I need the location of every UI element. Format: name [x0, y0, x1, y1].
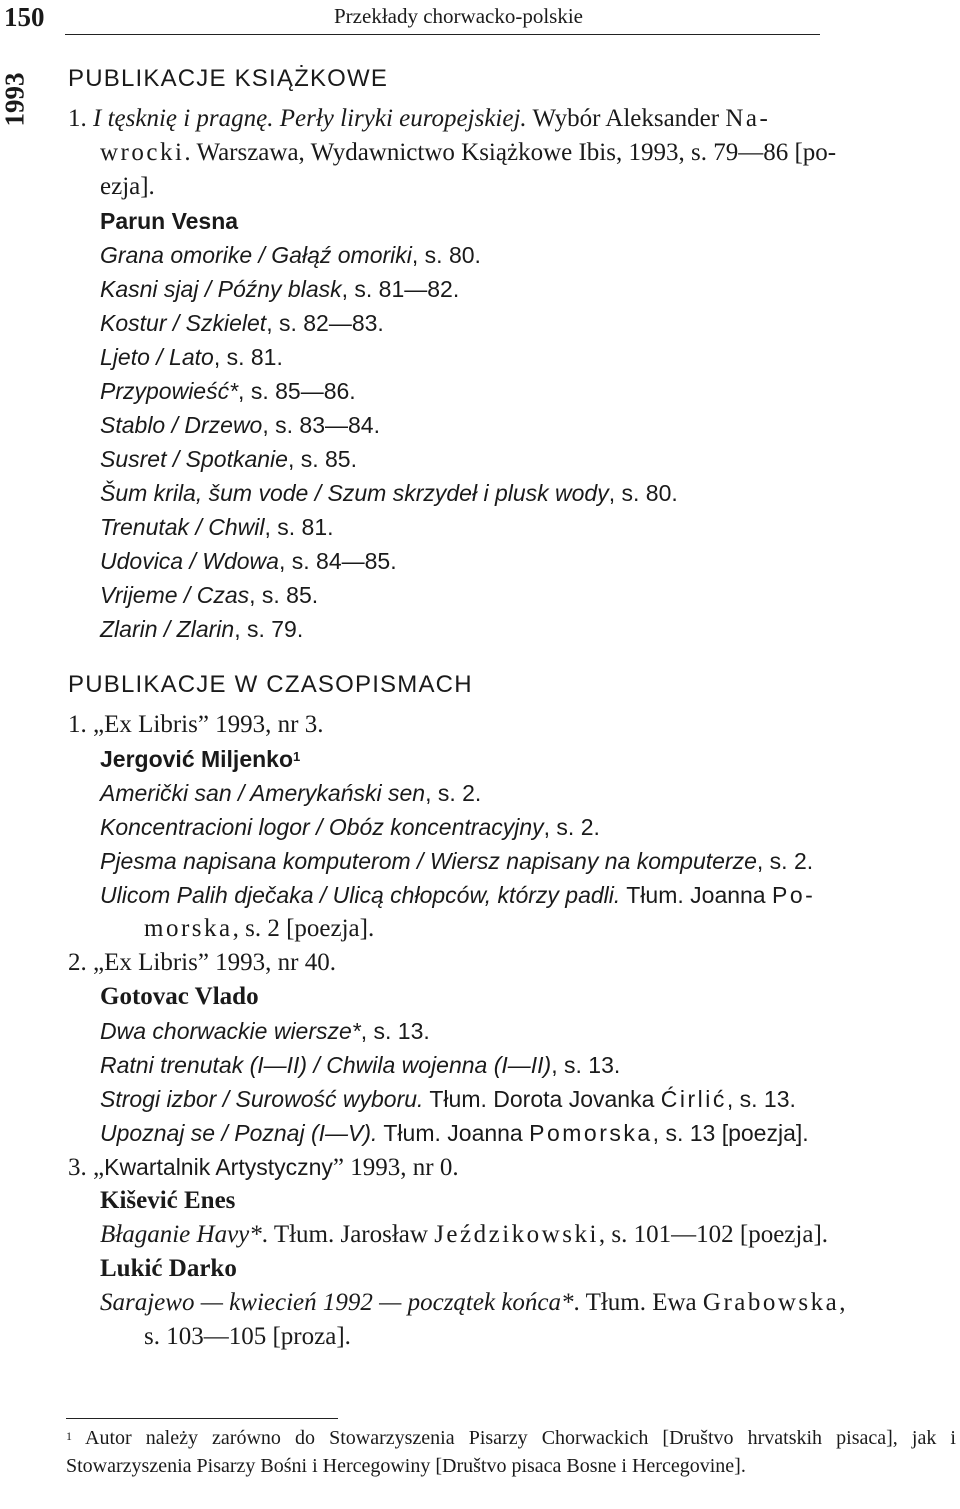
journal-1-items [68, 776, 956, 878]
book-item [68, 238, 956, 272]
item-pages: , s. 2. [756, 848, 814, 874]
author-lukic: Lukić Darko [100, 1255, 237, 1282]
author-parun-vesna: Parun Vesna [100, 208, 239, 234]
item-title: Susret / Spotkanie [100, 446, 288, 472]
book-entry-1-line-1 [68, 102, 956, 136]
book-item [68, 476, 956, 510]
book-entry-1-line-2 [68, 136, 956, 170]
item-pages: , s. 85. [287, 446, 357, 472]
item-title: Trenutak / Chwil [100, 514, 265, 540]
journal-2-item-2 [68, 1048, 956, 1082]
item-title: Ulicom Palih dječaka / Ulicą chłopców, którzy padli. [100, 882, 621, 908]
translator-name: Ćirlić [660, 1086, 727, 1112]
year-side-tab [0, 66, 30, 132]
item-title: Ratni trenutak (I—II) / Chwila wojenna (I—II) [100, 1052, 552, 1078]
author-jergovic [68, 742, 956, 776]
journal-2-item-3 [68, 1082, 956, 1116]
item-pages: , s. 2 [poezja]. [232, 915, 375, 942]
item-pages: , s. 80. [411, 242, 481, 268]
item-pages: , s. 13. [360, 1018, 430, 1044]
item-title: Sarajewo — kwiecień 1992 — początek końca* [100, 1289, 574, 1316]
author-jergovic-name: Jergović Miljenko [100, 746, 294, 772]
page-number: 150 [4, 2, 45, 32]
editor-prefix: Wybór Aleksander [532, 105, 720, 132]
item-title: Vrijeme / Czas [100, 582, 250, 608]
journal-title: Kwartalnik Artystyczny [104, 1154, 333, 1180]
book-item [68, 272, 956, 306]
item-pages: , s. 85—86. [238, 378, 356, 404]
item-pages: , s. 79. [234, 616, 304, 642]
book-item [68, 510, 956, 544]
item-title: Pjesma napisana komputerom / Wiersz napisany na komputerze [100, 848, 757, 874]
item-pages: , s. 13. [726, 1086, 796, 1112]
item-pages: , [839, 1289, 846, 1316]
journal-1-item [68, 810, 956, 844]
journal-1-header: 1. „Ex Libris” 1993, nr 3. [68, 711, 324, 738]
item-title: Kasni sjaj / Późny blask [100, 276, 342, 302]
book-entry-1-line-3: ezja]. [100, 173, 155, 200]
item-title: Przypowieść* [100, 378, 239, 404]
book-item [68, 374, 956, 408]
item-title: Strogi izbor / Surowość wyboru. [100, 1086, 424, 1112]
quote-open: „ [93, 1154, 105, 1181]
book-item [68, 612, 956, 646]
editor-name-part1: Na- [725, 105, 771, 132]
book-item [68, 306, 956, 340]
translator-prefix: Tłum. Joanna [620, 882, 772, 908]
translator-prefix: . Tłum. Jarosław [261, 1221, 435, 1248]
section-heading-books: PUBLIKACJE KSIĄŻKOWE [68, 65, 389, 92]
translator-name: Grabowska [702, 1289, 840, 1316]
translator-name: Jeździkowski [434, 1221, 599, 1248]
book-item [68, 578, 956, 612]
footnote-text: Autor należy zarówno do Stowarzyszenia Pisarzy Chorwackich [Društvo hrvatskih pisaca], jak i Stowarzyszenia Pisarzy Bośni i Hercegowiny [Društvo pisaca Bosne i Hercegovine]. [66, 1427, 956, 1477]
book-item [68, 408, 956, 442]
item-title: Dwa chorwackie wiersze* [100, 1018, 361, 1044]
book-item [68, 442, 956, 476]
book-item [68, 544, 956, 578]
item-title: Grana omorike / Gałąź omoriki [100, 242, 412, 268]
item-pages: , s. 2. [425, 780, 482, 806]
editor-name-part2: wrocki [100, 139, 185, 166]
item-pages: , s. 13. [551, 1052, 621, 1078]
item-title: Błaganie Havy* [100, 1221, 262, 1248]
item-title: Zlarin / Zlarin [100, 616, 235, 642]
item-pages: , s. 85. [249, 582, 319, 608]
book-title: I tęsknię i pragnę. Perły liryki europejskiej. [93, 105, 527, 132]
year-side-label: 1993 [0, 72, 30, 126]
page-body [68, 62, 956, 1354]
item-pages: , s. 80. [608, 480, 678, 506]
item-title: Šum krila, šum vode / Szum skrzydeł i plusk wody [100, 480, 609, 506]
journal-2-item-1 [68, 1014, 956, 1048]
footnote-rule [66, 1418, 338, 1419]
item-pages: , s. 82—83. [266, 310, 384, 336]
item-pages: , s. 84—85. [278, 548, 397, 574]
journal-1-item-last-line-1 [68, 878, 956, 912]
journal-3-header [68, 1150, 956, 1184]
translator-name: Pomorska [529, 1120, 653, 1146]
item-title: Kostur / Szkielet [100, 310, 267, 336]
footnote-marker: 1 [66, 1429, 72, 1443]
author-kisevic: Kišević Enes [100, 1187, 236, 1214]
header-rule [65, 34, 820, 35]
translator-name-part2: morska [144, 915, 233, 942]
item-pages: , s. 101—102 [poezja]. [598, 1221, 829, 1248]
publisher-info: . Warszawa, Wydawnictwo Książkowe Ibis, 1993, s. 79—86 [po- [184, 139, 837, 166]
item-pages: , s. 83—84. [262, 412, 380, 438]
journal-2-header: 2. „Ex Libris” 1993, nr 40. [68, 949, 337, 976]
item-title: Upoznaj se / Poznaj (I—V). [100, 1120, 378, 1146]
book-items-list [68, 238, 956, 646]
footnote [66, 1424, 956, 1480]
item-pages: , s. 81. [213, 344, 283, 370]
section-heading-journals: PUBLIKACJE W CZASOPISMACH [68, 671, 473, 698]
author-gotovac: Gotovac Vlado [100, 983, 259, 1010]
item-pages: , s. 81—82. [341, 276, 460, 302]
item-title: Udovica / Wdowa [100, 548, 279, 574]
journal-3-item-2-line-2: s. 103—105 [proza]. [144, 1323, 351, 1350]
translator-prefix: Tłum. Dorota Jovanka [423, 1086, 661, 1112]
item-title: Američki san / Amerykański sen [100, 780, 426, 806]
item-pages: , s. 81. [264, 514, 334, 540]
journal-3-item-1 [68, 1218, 956, 1252]
book-item [68, 340, 956, 374]
entry-number: 1. [68, 105, 87, 132]
translator-name-part1: Po- [772, 882, 816, 908]
journal-1-item [68, 776, 956, 810]
translator-prefix: . Tłum. Ewa [573, 1289, 703, 1316]
item-title: Stablo / Drzewo [100, 412, 263, 438]
item-pages: , s. 2. [543, 814, 600, 840]
item-title: Koncentracioni logor / Obóz koncentracyjny [100, 814, 544, 840]
journal-issue: ” 1993, nr 0. [332, 1154, 459, 1181]
journal-1-item [68, 844, 956, 878]
item-title: Ljeto / Lato [100, 344, 214, 370]
running-title: Przekłady chorwacko-polskie [334, 4, 583, 28]
journal-2-item-4 [68, 1116, 956, 1150]
item-pages: , s. 13 [poezja]. [652, 1120, 809, 1146]
footnote-ref: 1 [293, 749, 301, 764]
translator-prefix: Tłum. Joanna [377, 1120, 530, 1146]
journal-1-item-last-line-2 [68, 912, 956, 946]
journal-3-item-2-line-1 [68, 1286, 956, 1320]
entry-number: 3. [68, 1154, 87, 1181]
